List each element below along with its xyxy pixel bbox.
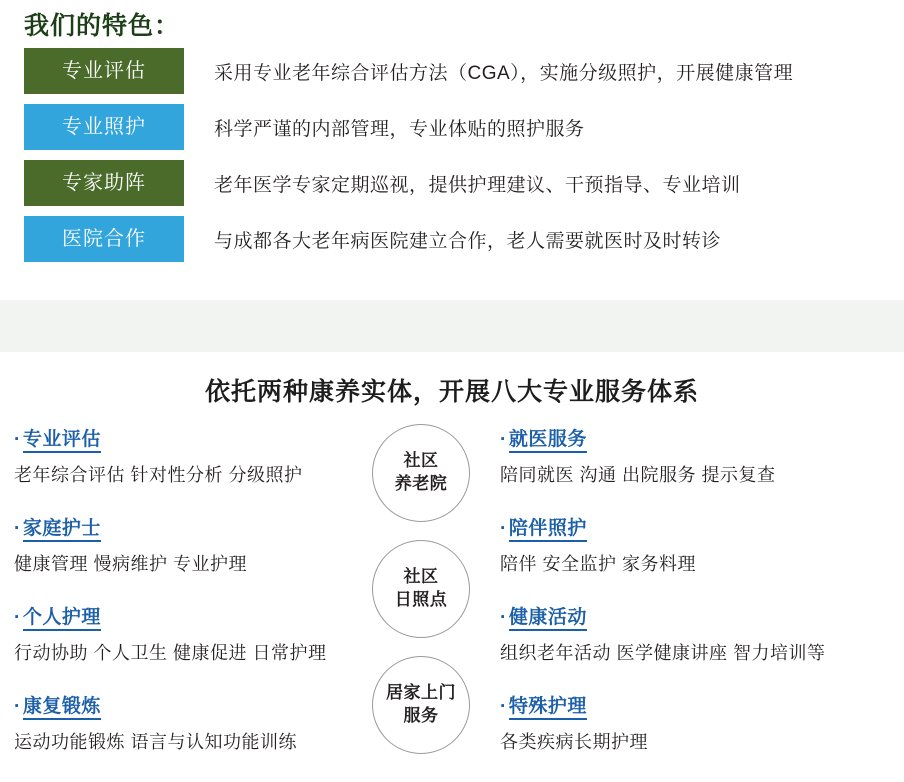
bullet-icon: · [14,607,21,628]
bullet-icon: · [14,429,21,450]
entity-circle-community-day-care [372,540,470,638]
service-item [500,424,850,487]
bullet-icon: · [14,518,21,539]
entity-circle-line1: 社区 [403,567,439,587]
service-item [500,691,850,754]
services-section [0,352,904,782]
entity-circle-line2: 服务 [403,706,439,725]
service-item-heading [14,513,364,540]
service-item-heading [500,424,850,451]
services-left-column [14,424,364,780]
features-section [0,0,904,300]
bullet-icon: · [14,696,21,717]
bullet-icon: · [500,696,507,717]
service-item [14,513,364,576]
service-item [14,424,364,487]
bullet-icon: · [500,607,507,628]
service-item [500,602,850,665]
service-item-description: 各类疾病长期护理 [500,732,648,752]
entity-circle-home-visit-service [372,656,470,754]
entity-circle-line1: 社区 [403,451,439,471]
service-item [500,513,850,576]
feature-tag: 医院合作 [24,216,184,262]
service-item-description: 运动功能锻炼 语言与认知功能训练 [14,732,297,752]
service-item-label: 专业评估 [23,429,101,453]
service-item-heading [500,691,850,718]
service-item-description: 老年综合评估 针对性分析 分级照护 [14,465,303,485]
service-item-label: 特殊护理 [509,696,587,720]
service-item-description: 陪伴 安全监护 家务料理 [500,554,697,574]
service-item-description: 行动协助 个人卫生 健康促进 日常护理 [14,643,327,663]
feature-row [24,48,880,94]
service-item-heading [500,602,850,629]
service-item-description: 组织老年活动 医学健康讲座 智力培训等 [500,643,826,663]
service-item-label: 健康活动 [509,607,587,631]
service-item-label: 康复锻炼 [23,696,101,720]
entity-circle-line1: 居家上门 [386,683,456,703]
feature-text: 科学严谨的内部管理，专业体贴的照护服务 [214,118,585,140]
feature-row [24,216,880,262]
service-item-description: 陪同就医 沟通 出院服务 提示复查 [500,465,776,485]
services-title: 依托两种康养实体，开展八大专业服务体系 [204,378,699,406]
bullet-icon: · [500,429,507,450]
entity-circle-line2: 日照点 [394,590,448,609]
feature-tag: 专业照护 [24,104,184,150]
service-item-heading [14,424,364,451]
feature-text: 与成都各大老年病医院建立合作，老人需要就医时及时转诊 [214,230,722,252]
feature-tag: 专家助阵 [24,160,184,206]
bullet-icon: · [500,518,507,539]
services-right-column [500,424,850,780]
service-item [14,691,364,754]
features-list [24,48,880,272]
service-item [14,602,364,665]
feature-row [24,104,880,150]
features-title: 我们的特色： [24,12,181,40]
feature-row [24,160,880,206]
feature-text: 老年医学专家定期巡视，提供护理建议、干预指导、专业培训 [214,174,741,196]
entity-circle-line2: 养老院 [394,474,448,493]
service-item-heading [14,602,364,629]
service-item-label: 家庭护士 [23,518,101,542]
entity-circle-community-nursing-home [372,424,470,522]
service-item-label: 陪伴照护 [509,518,587,542]
section-separator [0,300,904,352]
service-item-label: 个人护理 [23,607,101,631]
service-item-label: 就医服务 [509,429,587,453]
service-item-description: 健康管理 慢病维护 专业护理 [14,554,248,574]
feature-tag: 专业评估 [24,48,184,94]
service-item-heading [500,513,850,540]
service-item-heading [14,691,364,718]
entity-circles [372,424,492,772]
feature-text: 采用专业老年综合评估方法（CGA），实施分级照护，开展健康管理 [214,62,794,84]
